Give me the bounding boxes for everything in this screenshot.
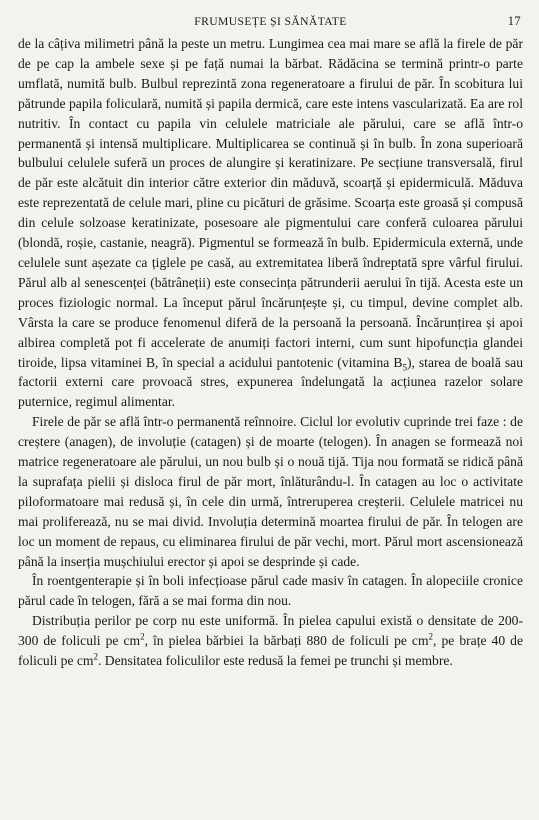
- paragraph-hair-cycle: [18, 412, 523, 571]
- text-run: , în pielea bărbiei la bărbați 880 de foliculi pe cm: [144, 633, 429, 649]
- text-run: . Densitatea foliculilor este redusă la femei pe trunchi și membre.: [98, 653, 453, 669]
- book-page: [18, 6, 523, 812]
- running-header: [18, 6, 523, 30]
- page-body: [18, 34, 523, 671]
- text-run: Firele de păr se află într-o permanentă reînnoire. Ciclul lor evolutiv cuprinde trei faze : de creștere (anagen), de involuție (catagen) și de moarte (telogen). În anagen se formează noi matrice regeneratoare ale părului, un nou bulb și o nouă tijă. Tija nou formată se ridică până la suprafața pielii și disloca firul de păr mort, înlăturându-l. În catagen au loc o activitate piloformatoare mai redusă și, în cele din urmă, întreruperea creșterii. Celulele matricei nu mai proliferează, nu se mai divid. Involuția determină moartea firului de păr. În telogen are loc un moment de repaus, cu eliminarea firului de păr vechi, mort. Părul mort ascensionează până la inserția mușchiului erector și apoi se desprinde și cade.: [18, 414, 523, 569]
- paragraph-hair-loss: [18, 571, 523, 611]
- text-run: , pe brațe 40 de foliculi pe cm: [18, 633, 523, 669]
- text-run: Distribuția perilor pe corp nu este uniformă. În pielea capului există o densitate de 200-300 de foliculi pe cm: [18, 613, 523, 649]
- superscript: 2: [428, 631, 434, 642]
- text-run: de la câțiva milimetri până la peste un metru. Lungimea cea mai mare se află la firele de păr de pe cap la ambele sexe și pe față numai la bărbat. Rădăcina se termină printr-o parte umflată, numită bulb. Bulbul reprezintă zona regeneratoare a firului de păr. În scobitura lui pătrunde papila foliculară, numită și papila dermică, care este intens vascularizată. Ea are rol nutritiv. În contact cu papila vin celulele matriciale ale părului, care se află într-o permanentă și intensă multiplicare. Multiplicarea se continuă și în bulb. În zona superioară bulbului celulele suferă un proces de alungire și keratinizare. Pe secțiune transversală, firul de păr este alcătuit din interior către exterior din măduvă, scoarță și epidermiculă. Măduva este reprezentată de celule mari, pline cu picături de grăsime. Scoarța este groasă și compusă din celule solzoase keratinizate, posesoare ale pigmentului care conferă culoarea părului (blondă, roșie, castanie, neagră). Pigmentul se formează în bulb. Epidermicula externă, unde celulele sunt așezate ca țiglele pe casă, au extremitatea liberă îndreptată spre vârful firului. Părul alb al senescenței (bătrâneții) este consecința pătrunderii aerului în tijă. Acesta este un proces fiziologic normal. La început părul încărunțește și, cu timpul, devine complet alb. Vârsta la care se produce fenomenul diferă de la persoană la persoană. Încărunțirea și apoi albirea completă pot fi accelerate de anumiți factori interni, cum sunt hipofuncția glandei tiroide, lipsa vitaminei B, în special a acidului pantotenic (vitamina B: [18, 36, 523, 370]
- text-run: În roentgenterapie și în boli infecțioase părul cade masiv în catagen. În alopeciile cronice părul cade în telogen, fără a se mai forma din nou.: [18, 573, 523, 609]
- running-title: FRUMUSEȚE ȘI SĂNĂTATE: [194, 15, 347, 28]
- superscript: 2: [93, 651, 98, 662]
- paragraph-hair-structure: [18, 34, 523, 412]
- superscript: 2: [140, 631, 145, 642]
- text-run: ), starea de boală sau factorii externi care provoacă stres, expunerea îndelungată la acțiunea razelor solare puternice, regimul alimentar.: [18, 354, 523, 410]
- paragraph-follicle-density: [18, 611, 523, 671]
- page-number: 17: [507, 14, 521, 28]
- subscript: 5: [402, 362, 407, 373]
